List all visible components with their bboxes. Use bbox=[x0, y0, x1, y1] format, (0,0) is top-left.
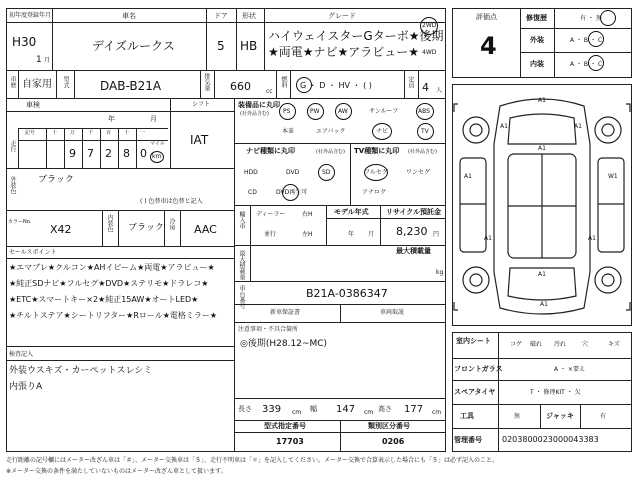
length-unit: cm bbox=[292, 409, 302, 416]
seat-item: 穴 bbox=[582, 341, 589, 348]
height-unit: cm bbox=[432, 409, 442, 416]
capacity: 4 bbox=[422, 81, 429, 94]
drive-4wd: 4WD bbox=[422, 49, 437, 56]
navi-sub: (社外品含む) bbox=[316, 149, 345, 155]
load-label-side: 最大積載量 bbox=[238, 250, 245, 280]
recycle-unit: 円 bbox=[433, 231, 440, 238]
score: 4 bbox=[480, 32, 497, 60]
diagram-mark: W1 bbox=[608, 173, 618, 180]
seat-item: キズ bbox=[608, 341, 620, 348]
equip-abs: ABS bbox=[418, 108, 430, 115]
door-count: 5 bbox=[217, 39, 225, 53]
manual-label: 車両取説 bbox=[380, 309, 405, 316]
seat-item: 汚れ bbox=[554, 341, 567, 348]
displacement: 660 bbox=[230, 80, 251, 93]
equip-ps: PS bbox=[283, 108, 291, 115]
reg-month-value: 1 bbox=[36, 55, 42, 65]
inspection-year: 年 bbox=[108, 115, 115, 123]
navi-hdd: HDD bbox=[244, 169, 258, 176]
tv-analog: アナログ bbox=[362, 189, 387, 196]
exterior-label: 外装色 bbox=[9, 176, 16, 194]
ext-value: A ・ B ・ C bbox=[570, 37, 603, 44]
mileage-digit-2: 2 bbox=[105, 147, 112, 160]
diagram-mark: A1 bbox=[484, 235, 492, 242]
diagram-mark: A1 bbox=[574, 123, 582, 130]
mileage-unit-3: 百 bbox=[106, 130, 112, 136]
diagram-mark: A1 bbox=[500, 123, 508, 130]
import-dealer: ディーラー bbox=[256, 211, 286, 218]
ac-value: AAC bbox=[194, 223, 217, 236]
color-no: X42 bbox=[50, 223, 72, 236]
equipment-label: 装備品に丸印 bbox=[238, 101, 280, 109]
body-shape: HB bbox=[240, 39, 258, 53]
tv-label: TV種類に丸印 bbox=[354, 147, 400, 155]
diagram-mark: A1 bbox=[538, 97, 546, 104]
displacement-label: 排気量 bbox=[203, 73, 210, 91]
sales-point-line: ★ETC★スマートキー×2★純正15AW★オートLED★ bbox=[9, 295, 199, 304]
model-year-label: モデル年式 bbox=[334, 208, 369, 216]
mileage-record-label: 記号 bbox=[25, 130, 36, 136]
height: 177 bbox=[404, 404, 424, 415]
recycle-value: 8,230 bbox=[396, 225, 428, 238]
mileage-unit-4: 十 bbox=[124, 130, 130, 136]
spare-label: スペアタイヤ bbox=[454, 388, 496, 396]
footer-note: 走行距離の記号欄にはメーター改ざん車は「＃」、メーター交換車は「＄」、走行不明車は「＊」を記入してください。メーター交換で合算表示した場合にも「＄」は必ず記入のこと。 bbox=[6, 457, 499, 464]
tools-value: 無 bbox=[514, 413, 521, 420]
grade-line1: ハイウェイスターGターボ★後期 bbox=[268, 29, 444, 43]
equip-aw: AW bbox=[338, 108, 348, 115]
usage-label: 車歴 bbox=[9, 76, 16, 88]
frame-number: B21A-0386347 bbox=[306, 287, 388, 300]
inspection-month: 月 bbox=[150, 115, 157, 123]
exterior-note: ( ) 色替車は色替と記入 bbox=[140, 198, 203, 205]
int-label: 内装 bbox=[530, 60, 544, 68]
height-label: 高さ bbox=[378, 405, 392, 413]
capacity-unit: 人 bbox=[436, 87, 443, 94]
car-name: デイズルークス bbox=[92, 39, 175, 53]
seat-item: 破れ bbox=[530, 341, 543, 348]
car-diagram bbox=[452, 84, 632, 326]
mileage-digit-1: 7 bbox=[87, 147, 94, 160]
equip-leather: 本革 bbox=[282, 128, 295, 135]
reg-year-label: 初年度登録年月 bbox=[9, 12, 52, 19]
mileage-unit-0: 十 bbox=[52, 130, 58, 136]
reg-year: H30 bbox=[12, 35, 37, 49]
inspector-line1: 外装ウスキズ・カーペットスレシミ bbox=[9, 366, 153, 376]
grade-label: グレード bbox=[328, 12, 356, 20]
drive-2wd: 2WD bbox=[422, 22, 437, 29]
mileage-label: 走行 bbox=[9, 140, 16, 152]
tools-label: 工具 bbox=[460, 412, 474, 420]
seat-item: コゲ bbox=[510, 341, 523, 348]
mileage-digit-0: 9 bbox=[69, 147, 76, 160]
diagram-mark: A1 bbox=[538, 271, 546, 278]
model-year-year: 年 bbox=[348, 231, 355, 238]
shift-value: IAT bbox=[190, 133, 209, 147]
width-unit: cm bbox=[364, 409, 374, 416]
import-left: 左H bbox=[302, 231, 313, 238]
sales-points-label: セールスポイント bbox=[9, 249, 57, 256]
tv-oneseg: ワンセグ bbox=[406, 169, 431, 176]
shape-label: 形状 bbox=[242, 12, 256, 20]
notes-label: 注意事項・不具合箇所 bbox=[238, 326, 299, 333]
footer-note: ※メーター交換の条件を満たしていないものはメーター改ざん車として扱います。 bbox=[6, 468, 227, 475]
equip-tv: TV bbox=[421, 128, 429, 135]
sales-point-line: ★チルトステア★シートリフター★Rロール★電格ミラー★ bbox=[9, 311, 218, 320]
ext-label: 外装 bbox=[530, 36, 544, 44]
interior-label: 内装色 bbox=[106, 214, 113, 232]
int-value: A ・ B ・ C bbox=[570, 61, 603, 68]
navi-sd: SD bbox=[322, 169, 331, 176]
capacity-label: 定員 bbox=[407, 76, 414, 88]
interior-color: ブラック bbox=[128, 223, 164, 233]
equip-airbag: エアバック bbox=[316, 128, 346, 135]
import-right: 右H bbox=[302, 211, 313, 218]
cc-unit: cc bbox=[266, 88, 273, 95]
color-no-label: カラーNo. bbox=[8, 219, 32, 225]
diagram-mark: A1 bbox=[588, 235, 596, 242]
control-number: 0203800023000043383 bbox=[502, 435, 599, 444]
frame-label: 車台番号 bbox=[238, 285, 245, 309]
jack-value: 有 bbox=[600, 413, 607, 420]
control-label: 管理番号 bbox=[454, 436, 482, 444]
equipment-sub: (社外品含む) bbox=[240, 111, 269, 117]
import-label: 輸入車 bbox=[238, 211, 245, 229]
length-label: 長さ bbox=[238, 405, 252, 413]
door-label: ドア bbox=[214, 12, 228, 20]
sales-point-line: ★純正SDナビ★フルセグ★DVD★ステリモ★ドラレコ★ bbox=[9, 279, 209, 288]
model-label: 型式 bbox=[62, 76, 69, 88]
spare-value: T ・ 修理KIT ・ 欠 bbox=[530, 389, 581, 396]
equip-navi: ナビ bbox=[376, 128, 389, 135]
class-no-label: 類別区分番号 bbox=[368, 422, 410, 430]
model-year-month: 月 bbox=[368, 231, 375, 238]
width-label: 幅 bbox=[310, 405, 317, 413]
repair-value: 有 ・ 無 bbox=[580, 15, 602, 22]
mileage-unit-2: 千 bbox=[88, 130, 94, 136]
score-label: 評価点 bbox=[476, 13, 497, 21]
navi-label: ナビ種類に丸印 bbox=[246, 147, 295, 155]
warranty-label: 新車保証書 bbox=[270, 309, 301, 316]
exterior-color: ブラック bbox=[38, 175, 74, 185]
equip-sunroof: サンルーフ bbox=[369, 108, 399, 115]
repair-label: 修復歴 bbox=[526, 14, 547, 22]
import-parallel: 並行 bbox=[264, 231, 277, 238]
car-name-label: 車名 bbox=[122, 12, 136, 20]
type-no-label: 型式指定番号 bbox=[264, 422, 306, 430]
type-no: 17703 bbox=[276, 437, 304, 446]
navi-cd: CD bbox=[248, 189, 257, 196]
load-unit: kg bbox=[436, 269, 444, 276]
jack-label: ジャッキ bbox=[546, 412, 574, 420]
inspector-line2: 内張りA bbox=[9, 382, 43, 392]
mileage-digit-3: 8 bbox=[123, 147, 130, 160]
mileage-km: km bbox=[152, 153, 162, 160]
seat-label: 室内シート bbox=[456, 337, 491, 345]
navi-dvd: DVD bbox=[286, 169, 300, 176]
mileage-digit-4: 0 bbox=[140, 147, 147, 160]
recycle-label: リサイクル預託金 bbox=[386, 208, 442, 216]
length: 339 bbox=[262, 404, 282, 415]
inspector-label: 検査記入 bbox=[9, 351, 34, 358]
diagram-mark: A1 bbox=[538, 145, 546, 152]
diagram-mark: A1 bbox=[464, 173, 472, 180]
equip-pw: PW bbox=[310, 108, 320, 115]
navi-dvd-playback: DVD再生可 bbox=[276, 189, 308, 196]
width: 147 bbox=[336, 404, 356, 415]
notes-line1: ◎後期(H28.12~MC) bbox=[240, 339, 327, 349]
glass-label: フロントガラス bbox=[454, 365, 503, 373]
shift-label: シフト bbox=[192, 101, 211, 108]
mileage-unit-1: 万 bbox=[70, 130, 76, 136]
mileage-unit-5: 一 bbox=[140, 130, 146, 136]
usage: 自家用 bbox=[22, 79, 52, 90]
ac-label: 冷房 bbox=[168, 218, 175, 230]
sales-point-line: ★エマブレ★クルコン★AHイビーム★両電★アラビュー★ bbox=[9, 263, 215, 272]
fuel-options: G ・ D ・ HV ・ ( ) bbox=[300, 81, 372, 90]
inspection-label: 車検 bbox=[26, 101, 40, 109]
tv-fullseg: フルセグ bbox=[364, 169, 388, 176]
mileage-mile: マイル bbox=[150, 141, 165, 147]
diagram-mark: A1 bbox=[540, 301, 548, 308]
tv-sub: (社外品含む) bbox=[408, 149, 437, 155]
load-label: 最大積載量 bbox=[396, 247, 431, 255]
reg-month-label: 月 bbox=[44, 57, 51, 64]
grade-line2: ★両電★ナビ★アラビュー★ bbox=[268, 45, 420, 59]
fuel-label: 燃料 bbox=[280, 76, 287, 88]
model-code: DAB-B21A bbox=[100, 79, 162, 93]
class-no: 0206 bbox=[382, 437, 405, 446]
glass-value: A ・ ×要え bbox=[554, 366, 585, 373]
